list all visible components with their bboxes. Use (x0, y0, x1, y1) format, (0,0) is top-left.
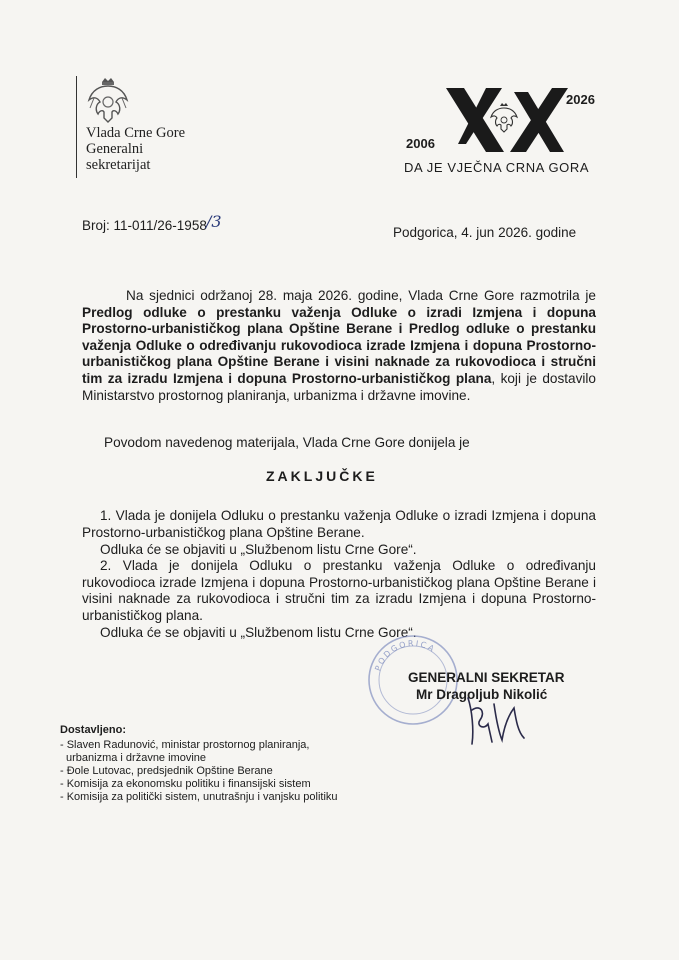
signatory-title: GENERALNI SEKRETAR (408, 670, 565, 685)
intro-text-c: , koji je dostavilo Ministarstvo prostornog planiranja, urbanizma i državne imovine. (82, 370, 596, 403)
reference-number: Broj: 11-011/26-1958 (82, 218, 207, 233)
issuer-line-3: sekretarijat (86, 157, 151, 173)
svg-text:PODGORICA (373, 639, 437, 672)
list-item: - Slaven Radunović, ministar prostornog planiranja, (60, 739, 310, 751)
document-date: Podgorica, 4. jun 2026. godine (393, 225, 577, 240)
intro-text-a: Na sjednici održanoj 28. maja 2026. godine, Vlada Crne Gore razmotrila je (126, 288, 596, 303)
conclusion-1: 1. Vlada je donijela Odluku o prestanku važenja Odluke o izradi Izmjena i dopuna Prostorno-urbanističkog plana Opštine Berane. (82, 508, 596, 540)
intro-paragraph (82, 288, 596, 404)
issuer-line-1: Vlada Crne Gore (86, 125, 186, 141)
decision-lead-paragraph: Povodom navedenog materijala, Vlada Crne Gore donijela je (104, 435, 470, 450)
handwritten-signature (458, 690, 538, 750)
issuer-line-2: Generalni (86, 141, 144, 157)
distribution-title: Dostavljeno: (60, 724, 127, 736)
logo-tagline: DA JE VJEČNA CRNA GORA (404, 160, 590, 175)
intro-text-bold: Predlog odluke o prestanku važenja Odluke o izradi Izmjena i dopuna Prostorno-urbanističkog plana Opštine Berane i Predlog odluke o prestanku važenja Odluke o određivanju rukovodioca izrade Izmjena i dopuna Prostorno-urbanističkog plana Opštine Berane i visini naknade za rukovodioca i stručni tim za izradu Izmjena i dopuna Prostorno-urbanističkog plana (82, 304, 596, 386)
logo-year-start: 2006 (406, 136, 435, 151)
list-item-continuation: urbanizma i državne imovine (66, 752, 207, 764)
issuer-block (86, 125, 185, 173)
conclusion-2: 2. Vlada je donijela Odluku o prestanku važenja Odluke o određivanju rukovodioca izrade Izmjena i dopuna Prostorno-urbanističkog plana Opštine Berane i visini naknade za rukovodioca i stručni tim za izradu Izmjena i dopuna Prostorno-urbanističkog plana. (82, 558, 596, 623)
header-divider (76, 76, 77, 178)
conclusions-heading: ZAKLJUČKE (266, 468, 378, 484)
list-item: - Komisija za ekonomsku politiku i finansijski sistem (60, 778, 311, 790)
conclusion-2-publication: Odluka će se objaviti u „Službenom listu Crne Gore“. (100, 625, 417, 640)
distribution-list (60, 724, 338, 804)
list-item: - Đole Lutovac, predsjednik Opštine Berane (60, 765, 273, 777)
coat-of-arms-icon (86, 76, 130, 126)
logo-year-end: 2026 (566, 92, 595, 107)
conclusion-1-publication: Odluka će se objaviti u „Službenom listu Crne Gore“. (100, 542, 417, 557)
list-item: - Komisija za politički sistem, unutrašnju i vanjsku politiku (60, 791, 338, 803)
reference-handwritten-suffix: /3 (206, 212, 222, 231)
stamp-text: PODGORICA (373, 638, 438, 673)
signatory-name: Mr Dragoljub Nikolić (416, 687, 548, 702)
